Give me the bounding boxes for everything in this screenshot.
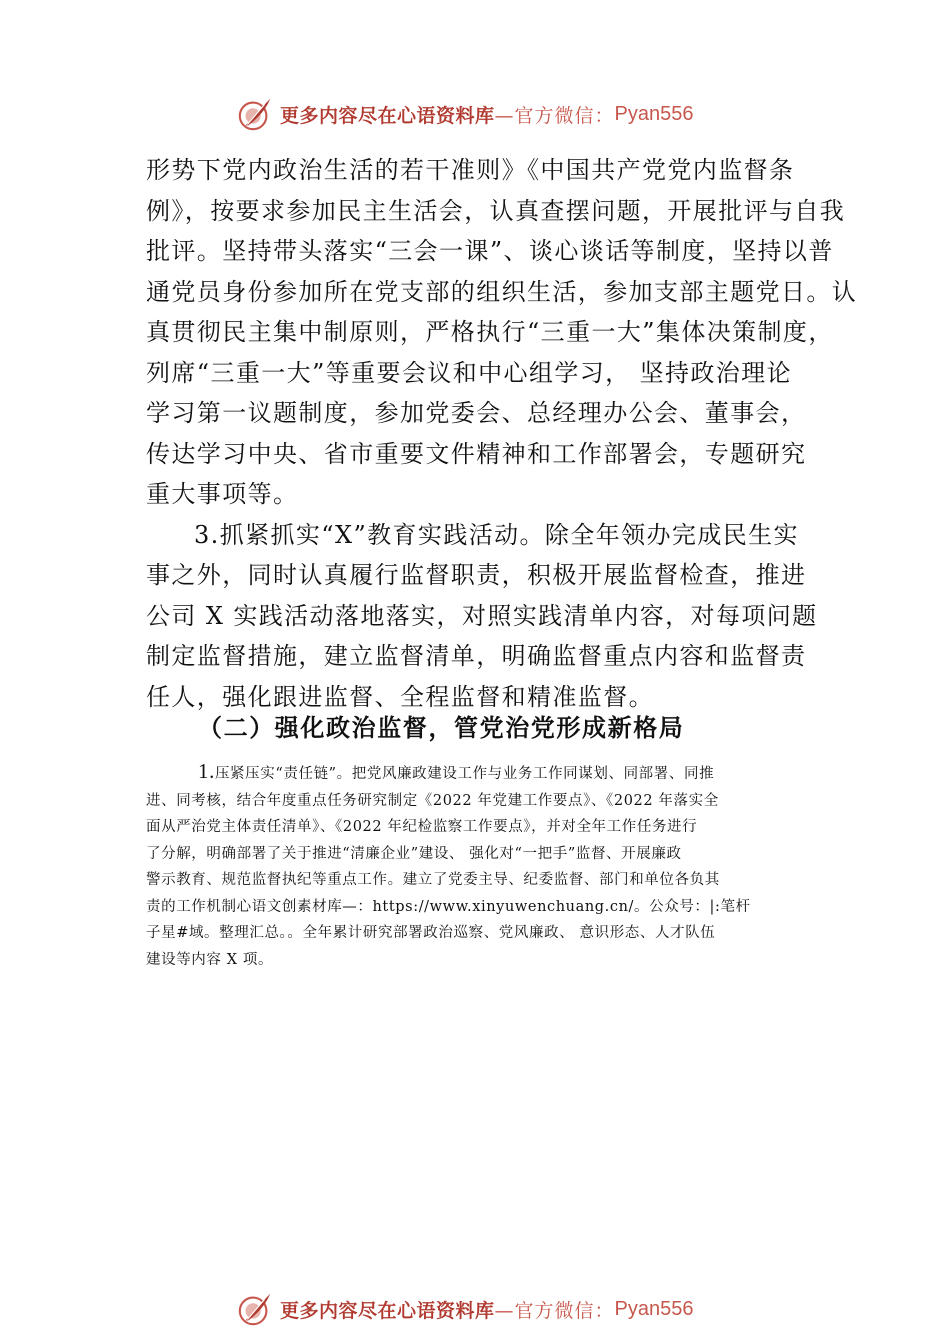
text-line: 重大事项等。	[146, 480, 299, 508]
text-line: 例》，按要求参加民主生活会，认真查摆问题，开展批评与自我	[146, 196, 846, 225]
banner-official-label: —官方微信：	[494, 104, 615, 127]
text-line: 责的工作机制心语文创素材库—：https://www.xinyuwenchuang.cn/。公众号：|:笔杆	[146, 898, 751, 915]
paragraph-2	[146, 515, 826, 718]
text-line: 3.抓紧抓实“X”教育实践活动。除全年领办完成民生实	[194, 520, 799, 549]
text-line: 事之外，同时认真履行监督职责，积极开展监督检查，推进	[146, 561, 807, 589]
text-line: 警示教育、规范监督执纪等重点工作。建立了党委主导、纪委监督、部门和单位各负其	[146, 872, 720, 888]
text-line: 公司 X 实践活动落地落实，对照实践清单内容，对每项问题	[146, 601, 818, 630]
quill-pen-logo-icon	[236, 1290, 274, 1328]
text-line: 进、同考核，结合年度重点任务研究制定《2022 年党建工作要点》、《2022 年落实全	[146, 792, 719, 809]
text-line: 批评。坚持带头落实“三会一课”、谈心谈话等制度，坚持以普	[146, 237, 834, 265]
quill-pen-logo-icon	[236, 95, 274, 133]
header-banner	[236, 92, 694, 136]
text-line: 真贯彻民主集中制原则，严格执行“三重一大”集体决策制度，	[146, 318, 834, 346]
banner-brand-text: 更多内容尽在心语资料库	[280, 104, 495, 127]
banner-wechat-id: Pyan556	[614, 1297, 694, 1320]
text-line: 面从严治党主体责任清单》、《2022 年纪检监察工作要点》，并对全年工作任务进行	[146, 819, 698, 835]
text-line: 通党员身份参加所在党支部的组织生活，参加支部主题党日。认	[146, 277, 858, 306]
footer-banner	[236, 1287, 694, 1331]
text-line: 学习第一议题制度，参加党委会、总经理办公会、董事会，	[146, 399, 807, 427]
banner-official-label: —官方微信：	[494, 1299, 615, 1322]
paragraph-1	[146, 150, 858, 515]
banner-brand-text: 更多内容尽在心语资料库	[280, 1299, 495, 1322]
small-paragraph	[146, 758, 816, 973]
text-line	[146, 758, 816, 788]
text-line: 建设等内容 X 项。	[146, 951, 274, 968]
text-line: 子星#域。整理汇总。。全年累计研究部署政治巡察、党风廉政、 意识形态、人才队伍	[146, 925, 716, 941]
section-heading: （二）强化政治监督，管党治党形成新格局	[198, 713, 685, 742]
document-body	[146, 150, 858, 717]
text-line: 制定监督措施，建立监督清单，明确监督重点内容和监督责	[146, 642, 807, 670]
text-line: 传达学习中央、省市重要文件精神和工作部署会，专题研究	[146, 439, 807, 468]
banner-wechat-id: Pyan556	[614, 102, 694, 125]
text-line: 了分解，明确部署了关于推进“清廉企业”建设、 强化对“一把手”监督、开展廉政	[146, 845, 682, 862]
text-line-content: 压紧压实“责任链”。把党风廉政建设工作与业务工作同谋划、同部署、同推	[214, 766, 715, 782]
text-line: 任人，强化跟进监督、全程监督和精准监督。	[146, 682, 654, 711]
text-line: 列席“三重一大”等重要会议和中心组学习， 坚持政治理论	[146, 358, 792, 387]
text-line: 形势下党内政治生活的若干准则》《中国共产党党内监督条	[146, 156, 795, 184]
list-number: 1.	[198, 759, 215, 783]
